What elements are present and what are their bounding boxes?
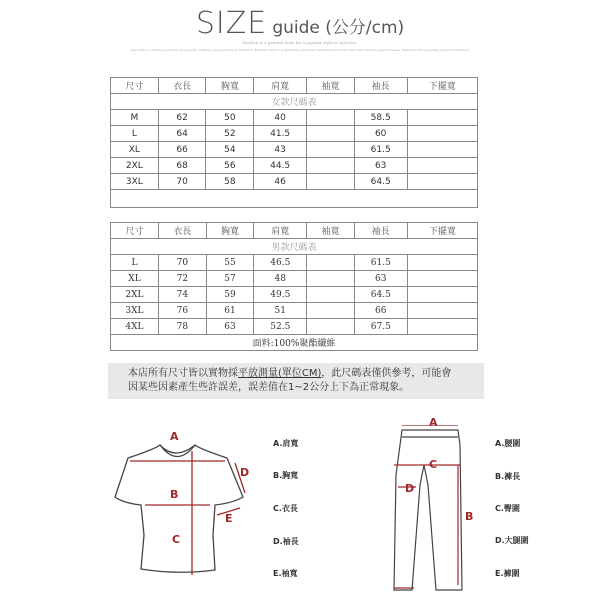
cell: 46 bbox=[254, 174, 307, 190]
cell bbox=[407, 142, 477, 158]
col-chest: 胸寬 bbox=[206, 78, 254, 94]
cell bbox=[307, 271, 355, 287]
shirt-label-a: A.肩寬 bbox=[273, 439, 299, 448]
men-size-table bbox=[110, 222, 478, 351]
col-length: 衣長 bbox=[158, 223, 206, 239]
col-shoulder: 肩寬 bbox=[254, 78, 307, 94]
pants-letter-a: A bbox=[429, 416, 438, 429]
cell bbox=[307, 255, 355, 271]
cell: 3XL bbox=[111, 303, 159, 319]
cell: 54 bbox=[206, 142, 254, 158]
cell: 44.5 bbox=[254, 158, 307, 174]
col-length: 衣長 bbox=[158, 78, 206, 94]
pants-letter-d: D bbox=[405, 482, 415, 495]
cell: 70 bbox=[158, 174, 206, 190]
table-row bbox=[111, 303, 478, 319]
cell: L bbox=[111, 126, 159, 142]
cell: 61.5 bbox=[354, 142, 407, 158]
cell bbox=[407, 319, 477, 335]
fabric-note: 面料:100%聚酯纖維 bbox=[111, 335, 478, 351]
cell: 64 bbox=[158, 126, 206, 142]
shirt-letter-a: A bbox=[170, 430, 179, 443]
cell: 46.5 bbox=[254, 255, 307, 271]
cell: 74 bbox=[158, 287, 206, 303]
note-text: ，此尺碼表僅供參考，可能會 bbox=[321, 368, 452, 379]
shirt-letter-c: C bbox=[172, 533, 181, 546]
cell: 50 bbox=[206, 110, 254, 126]
cell bbox=[407, 126, 477, 142]
cell bbox=[407, 255, 477, 271]
cell bbox=[407, 158, 477, 174]
col-sleeve-length: 袖長 bbox=[354, 223, 407, 239]
cell: 58.5 bbox=[354, 110, 407, 126]
shirt-letter-d: D bbox=[240, 466, 250, 479]
pants-label-e: E.褲圍 bbox=[495, 569, 520, 578]
cell: 61.5 bbox=[354, 255, 407, 271]
cell: 63 bbox=[206, 319, 254, 335]
pants-letter-b: B bbox=[465, 510, 474, 523]
tshirt-diagram bbox=[95, 425, 275, 595]
col-sleeve-width: 袖寬 bbox=[307, 78, 355, 94]
header-row bbox=[111, 78, 478, 94]
cell bbox=[307, 126, 355, 142]
cell: 2XL bbox=[111, 287, 159, 303]
cell: 41.5 bbox=[254, 126, 307, 142]
cell: 66 bbox=[354, 303, 407, 319]
cell bbox=[307, 303, 355, 319]
cell bbox=[307, 287, 355, 303]
table-row bbox=[111, 271, 478, 287]
cell: 63 bbox=[354, 271, 407, 287]
cell: 78 bbox=[158, 319, 206, 335]
shirt-label-b: B.胸寬 bbox=[273, 471, 299, 480]
cell bbox=[307, 158, 355, 174]
note-text: 本店所有尺寸皆以實物採 bbox=[128, 368, 238, 379]
cell: 63 bbox=[354, 158, 407, 174]
table-row bbox=[111, 319, 478, 335]
cell: 40 bbox=[254, 110, 307, 126]
women-size-table bbox=[110, 77, 478, 208]
col-sleeve-width: 袖寬 bbox=[307, 223, 355, 239]
col-size: 尺寸 bbox=[111, 78, 159, 94]
cell: 60 bbox=[354, 126, 407, 142]
cell: 67.5 bbox=[354, 319, 407, 335]
table-row bbox=[111, 255, 478, 271]
cell: 64.5 bbox=[354, 174, 407, 190]
cell: 52.5 bbox=[254, 319, 307, 335]
cell bbox=[307, 174, 355, 190]
page-title bbox=[0, 6, 600, 41]
note-line2: 因某些因素產生些許誤差，誤差值在1~2公分上下為正常現象。 bbox=[128, 382, 410, 393]
shirt-label-e: E.袖寬 bbox=[273, 569, 298, 578]
cell: 56 bbox=[206, 158, 254, 174]
shirt-label-c: C.衣長 bbox=[273, 504, 298, 513]
cell: 61 bbox=[206, 303, 254, 319]
cell: 76 bbox=[158, 303, 206, 319]
cell: 55 bbox=[206, 255, 254, 271]
cell: 59 bbox=[206, 287, 254, 303]
shirt-label-d: D.袖長 bbox=[273, 537, 299, 546]
col-hem: 下擺寬 bbox=[407, 223, 477, 239]
note-underlined: 平放測量(單位CM) bbox=[238, 368, 322, 379]
cell: 51 bbox=[254, 303, 307, 319]
men-section-title: 男款尺碼表 bbox=[111, 239, 478, 255]
cell: 48 bbox=[254, 271, 307, 287]
cell: 58 bbox=[206, 174, 254, 190]
pants-diagram bbox=[390, 425, 500, 600]
cell: L bbox=[111, 255, 159, 271]
cell: 66 bbox=[158, 142, 206, 158]
cell: M bbox=[111, 110, 159, 126]
table-row bbox=[111, 142, 478, 158]
cell bbox=[407, 110, 477, 126]
subtitle-line1: Fashion is a general term for a popular style or practice. bbox=[242, 40, 358, 45]
title-size: SIZE bbox=[195, 6, 268, 41]
cell bbox=[307, 110, 355, 126]
cell: 62 bbox=[158, 110, 206, 126]
shirt-letter-e: E bbox=[225, 512, 233, 525]
blank-row bbox=[111, 190, 478, 208]
cell bbox=[407, 303, 477, 319]
cell bbox=[407, 174, 477, 190]
cell: 64.5 bbox=[354, 287, 407, 303]
cell: 3XL bbox=[111, 174, 159, 190]
cell bbox=[307, 319, 355, 335]
cell: 70 bbox=[158, 255, 206, 271]
col-size: 尺寸 bbox=[111, 223, 159, 239]
header-row bbox=[111, 223, 478, 239]
subtitle-line2: especially in clothing, footwear, accessories, makeup, body piercing or furniture. Fashion refers to a distinctive and often habitual trend in the style with which a person dresses. Fashion is the prevailing styles in behaviour. bbox=[130, 48, 470, 52]
cell: 72 bbox=[158, 271, 206, 287]
measurement-note bbox=[108, 363, 484, 399]
table-row bbox=[111, 287, 478, 303]
cell bbox=[407, 287, 477, 303]
col-hem: 下擺寬 bbox=[407, 78, 477, 94]
pants-label-b: B.褲長 bbox=[495, 472, 521, 481]
pants-label-c: C.臀圍 bbox=[495, 504, 520, 513]
cell bbox=[407, 271, 477, 287]
cell: 57 bbox=[206, 271, 254, 287]
col-chest: 胸寬 bbox=[206, 223, 254, 239]
pants-letter-c: C bbox=[429, 458, 438, 471]
table-row bbox=[111, 110, 478, 126]
cell: 49.5 bbox=[254, 287, 307, 303]
pants-label-a: A.腰圍 bbox=[495, 439, 521, 448]
title-guide: guide (公分/cm) bbox=[272, 18, 405, 38]
cell bbox=[307, 142, 355, 158]
table-row bbox=[111, 126, 478, 142]
cell: 52 bbox=[206, 126, 254, 142]
women-section-title: 女款尺碼表 bbox=[111, 94, 478, 110]
pants-label-d: D.大腿圍 bbox=[495, 536, 529, 545]
cell: XL bbox=[111, 142, 159, 158]
cell: 4XL bbox=[111, 319, 159, 335]
cell: 2XL bbox=[111, 158, 159, 174]
table-row bbox=[111, 158, 478, 174]
col-sleeve-length: 袖長 bbox=[354, 78, 407, 94]
cell: XL bbox=[111, 271, 159, 287]
cell: 43 bbox=[254, 142, 307, 158]
table-row bbox=[111, 174, 478, 190]
cell: 68 bbox=[158, 158, 206, 174]
col-shoulder: 肩寬 bbox=[254, 223, 307, 239]
shirt-letter-b: B bbox=[170, 488, 179, 501]
